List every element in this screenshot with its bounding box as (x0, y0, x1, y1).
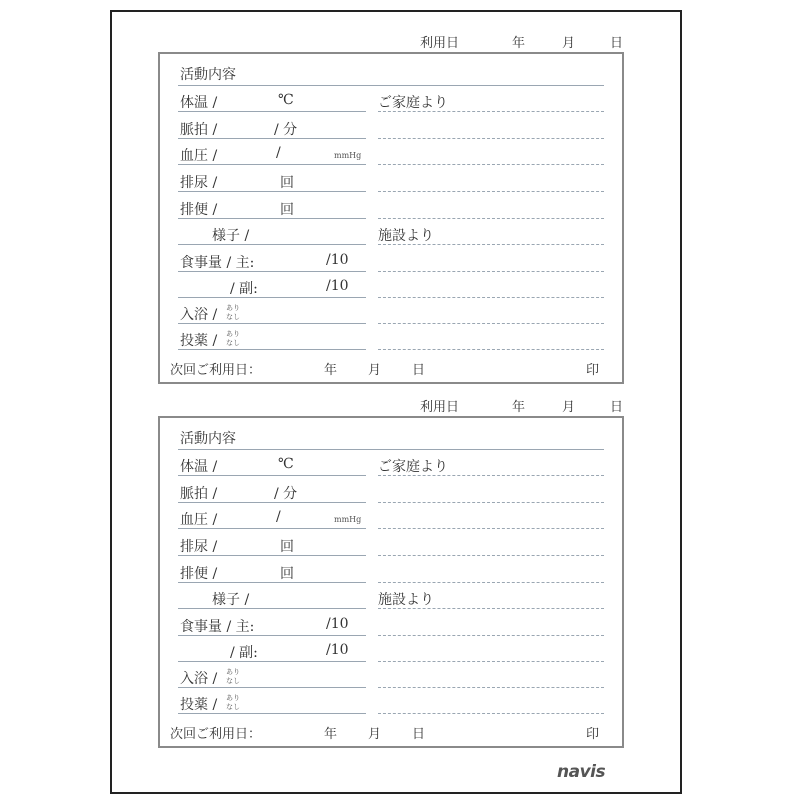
stool-field[interactable] (178, 582, 366, 583)
record-card (158, 52, 624, 384)
temp-field[interactable] (178, 475, 366, 476)
stool-field[interactable] (178, 218, 366, 219)
meal-side-field[interactable] (178, 661, 366, 662)
meal-side-label: / 副: (230, 645, 258, 661)
medication-no-option[interactable]: なし (226, 339, 240, 347)
temp-label: 体温 / (180, 459, 218, 475)
next-visit-month: 月 (368, 727, 382, 742)
urine-field[interactable] (178, 555, 366, 556)
meal-side-unit: /10 (326, 278, 349, 294)
usage-month-label: 月 (562, 400, 576, 415)
pulse-label: 脈拍 / (180, 122, 218, 138)
activity-label: 活動内容 (180, 431, 236, 447)
meal-main-field[interactable] (178, 635, 366, 636)
next-visit-year: 年 (324, 727, 338, 742)
meal-side-field[interactable] (178, 297, 366, 298)
temp-unit: ℃ (278, 456, 294, 472)
meal-main-unit: /10 (326, 616, 349, 632)
bath-field (178, 323, 366, 324)
medication-field (178, 713, 366, 714)
bp-unit: mmHg (334, 515, 362, 524)
usage-date-label: 利用日 (420, 400, 460, 415)
bath-label: 入浴 / (180, 307, 218, 323)
next-visit-label: 次回ご利用日： (170, 727, 262, 742)
meal-label: 食事量 / 主: (180, 619, 255, 635)
medication-label: 投薬 / (180, 333, 218, 349)
usage-date-row (150, 396, 630, 416)
bp-label: 血圧 / (180, 148, 218, 164)
facility-notes-label: 施設より (378, 592, 434, 608)
bath-yes-option[interactable]: あり (226, 668, 240, 676)
bp-separator: / (276, 509, 281, 525)
urine-unit: 回 (280, 539, 294, 555)
bath-field (178, 687, 366, 688)
facility-notes-line[interactable] (378, 687, 604, 688)
urine-label: 排尿 / (180, 539, 218, 555)
bp-separator: / (276, 145, 281, 161)
urine-field[interactable] (178, 191, 366, 192)
brand-logo: navis (557, 762, 606, 782)
facility-notes-line[interactable] (378, 608, 604, 609)
condition-field[interactable] (178, 244, 366, 245)
pulse-field[interactable] (178, 138, 366, 139)
activity-line (178, 85, 604, 86)
usage-day-label: 日 (610, 400, 624, 415)
stool-unit: 回 (280, 202, 294, 218)
bp-field[interactable] (178, 164, 366, 165)
next-visit-year: 年 (324, 363, 338, 378)
family-notes-line[interactable] (378, 164, 604, 165)
condition-field[interactable] (178, 608, 366, 609)
medication-no-option[interactable]: なし (226, 703, 240, 711)
medication-label: 投薬 / (180, 697, 218, 713)
urine-label: 排尿 / (180, 175, 218, 191)
condition-label: 様子 / (212, 228, 250, 244)
family-notes-line[interactable] (378, 528, 604, 529)
meal-side-label: / 副: (230, 281, 258, 297)
facility-notes-line[interactable] (378, 349, 604, 350)
bath-no-option[interactable]: なし (226, 313, 240, 321)
family-notes-line[interactable] (378, 582, 604, 583)
facility-notes-line[interactable] (378, 323, 604, 324)
facility-notes-line[interactable] (378, 297, 604, 298)
stool-unit: 回 (280, 566, 294, 582)
family-notes-line[interactable] (378, 218, 604, 219)
pulse-field[interactable] (178, 502, 366, 503)
bp-field[interactable] (178, 528, 366, 529)
seal-mark: 印 (586, 727, 600, 742)
stool-label: 排便 / (180, 202, 218, 218)
pulse-unit: / 分 (274, 122, 298, 138)
temp-unit: ℃ (278, 92, 294, 108)
medication-yes-option[interactable]: あり (226, 694, 240, 702)
next-visit-month: 月 (368, 363, 382, 378)
usage-date-label: 利用日 (420, 36, 460, 51)
activity-label: 活動内容 (180, 67, 236, 83)
urine-unit: 回 (280, 175, 294, 191)
usage-month-label: 月 (562, 36, 576, 51)
usage-year-label: 年 (512, 36, 526, 51)
record-card (158, 416, 624, 748)
meal-side-unit: /10 (326, 642, 349, 658)
family-notes-line[interactable] (378, 111, 604, 112)
temp-label: 体温 / (180, 95, 218, 111)
bp-unit: mmHg (334, 151, 362, 160)
family-notes-line[interactable] (378, 502, 604, 503)
bath-yes-option[interactable]: あり (226, 304, 240, 312)
pulse-label: 脈拍 / (180, 486, 218, 502)
medication-yes-option[interactable]: あり (226, 330, 240, 338)
family-notes-line[interactable] (378, 138, 604, 139)
meal-label: 食事量 / 主: (180, 255, 255, 271)
family-notes-line[interactable] (378, 475, 604, 476)
usage-day-label: 日 (610, 36, 624, 51)
next-visit-label: 次回ご利用日： (170, 363, 262, 378)
facility-notes-line[interactable] (378, 713, 604, 714)
usage-year-label: 年 (512, 400, 526, 415)
facility-notes-line[interactable] (378, 244, 604, 245)
next-visit-day: 日 (412, 727, 426, 742)
meal-main-field[interactable] (178, 271, 366, 272)
stool-label: 排便 / (180, 566, 218, 582)
meal-main-unit: /10 (326, 252, 349, 268)
family-notes-line[interactable] (378, 555, 604, 556)
facility-notes-line[interactable] (378, 661, 604, 662)
seal-mark: 印 (586, 363, 600, 378)
usage-date-row (150, 32, 630, 52)
bath-label: 入浴 / (180, 671, 218, 687)
facility-notes-line[interactable] (378, 271, 604, 272)
temp-field[interactable] (178, 111, 366, 112)
next-visit-day: 日 (412, 363, 426, 378)
bath-no-option[interactable]: なし (226, 677, 240, 685)
activity-line (178, 449, 604, 450)
facility-notes-line[interactable] (378, 635, 604, 636)
family-notes-line[interactable] (378, 191, 604, 192)
condition-label: 様子 / (212, 592, 250, 608)
bp-label: 血圧 / (180, 512, 218, 528)
pulse-unit: / 分 (274, 486, 298, 502)
facility-notes-label: 施設より (378, 228, 434, 244)
medication-field (178, 349, 366, 350)
family-notes-label: ご家庭より (378, 459, 448, 475)
family-notes-label: ご家庭より (378, 95, 448, 111)
